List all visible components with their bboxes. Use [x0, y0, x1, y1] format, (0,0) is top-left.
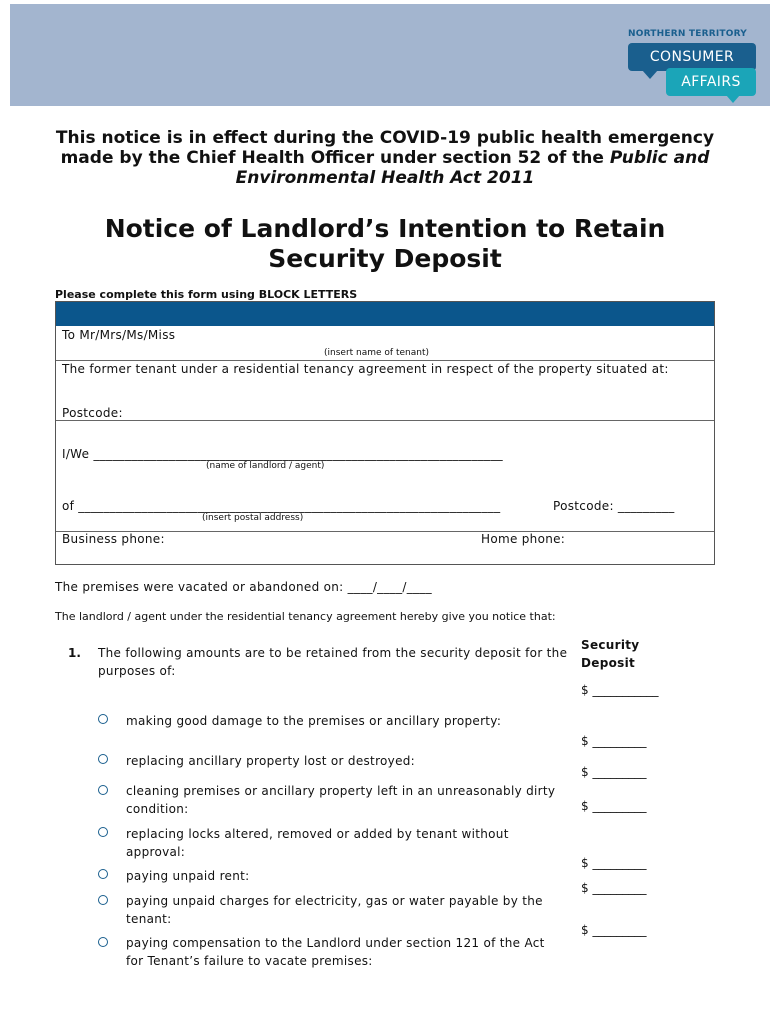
purpose-amount: $ _________ — [581, 923, 647, 937]
purpose-amount: $ _________ — [581, 734, 647, 748]
section-intro: The following amounts are to be retained from the security deposit for the purposes of: — [98, 646, 568, 678]
total-amount: $ ___________ — [581, 683, 659, 697]
form-instruction: Please complete this form using BLOCK LETTERS — [55, 288, 358, 301]
vacated-date-line: The premises were vacated or abandoned on: ____/____/____ — [55, 580, 432, 594]
logo-speech-tail-2 — [726, 95, 740, 103]
purpose-item: making good damage to the premises or ancillary property: — [126, 714, 502, 728]
logo-consumer-box: CONSUMER — [628, 43, 756, 71]
property-postcode-label: Postcode: — [62, 406, 123, 420]
purpose-item: cleaning premises or ancillary property left in an unreasonably dirty condition: — [126, 784, 556, 816]
logo-affairs-box: AFFAIRS — [666, 68, 756, 96]
tenant-name-hint: (insert name of tenant) — [324, 348, 429, 358]
logo-territory-text: NORTHERN TERRITORY — [628, 29, 747, 39]
purpose-item: replacing ancillary property lost or destroyed: — [126, 754, 416, 768]
purpose-item: replacing locks altered, removed or added by tenant without approval: — [126, 827, 509, 859]
postal-address-hint: (insert postal address) — [202, 513, 304, 523]
postal-address-line: of ___________________________________________________________________ — [62, 499, 501, 513]
purpose-item: paying unpaid rent: — [126, 869, 250, 883]
security-deposit-header-line-2: Deposit — [581, 656, 636, 670]
covid-notice — [40, 128, 730, 188]
postal-postcode-line: Postcode: _________ — [553, 499, 675, 513]
to-label: To Mr/Mrs/Ms/Miss — [62, 328, 176, 342]
circle-bullet-icon — [98, 714, 108, 724]
purpose-item: paying unpaid charges for electricity, gas or water payable by the tenant: — [126, 894, 543, 926]
act-name: Public and Environmental Health Act 2011 — [235, 148, 710, 188]
circle-bullet-icon — [98, 937, 108, 947]
security-deposit-header — [581, 636, 639, 672]
landlord-name-hint: (name of landlord / agent) — [206, 461, 325, 471]
form-header-bar — [56, 302, 714, 326]
landlord-name-line: I/We _________________________________________________________________ — [62, 447, 503, 461]
home-phone-label: Home phone: — [481, 532, 566, 546]
circle-bullet-icon — [98, 869, 108, 879]
logo-speech-tail — [642, 70, 658, 79]
page-title — [40, 214, 730, 274]
purpose-amount: $ _________ — [581, 881, 647, 895]
former-tenant-text: The former tenant under a residential tenancy agreement in respect of the property situated at: — [62, 362, 669, 376]
circle-bullet-icon — [98, 827, 108, 837]
circle-bullet-icon — [98, 785, 108, 795]
circle-bullet-icon — [98, 895, 108, 905]
section-number: 1. — [68, 646, 81, 660]
security-deposit-header-line-1: Security — [581, 638, 640, 652]
purpose-amount: $ _________ — [581, 799, 647, 813]
page-title-line-2: Security Deposit — [268, 244, 502, 273]
page-title-line-1: Notice of Landlord’s Intention to Retain — [104, 214, 666, 243]
tenant-details-form — [55, 301, 715, 565]
consumer-affairs-logo — [626, 27, 758, 105]
covid-notice-text: This notice is in effect during the COVID-19 public health emergency made by the Chief Health Officer under section 52 of the — [55, 128, 715, 168]
divider — [56, 360, 714, 361]
notice-statement: The landlord / agent under the residential tenancy agreement hereby give you notice that: — [55, 610, 556, 623]
circle-bullet-icon — [98, 754, 108, 764]
purpose-amount: $ _________ — [581, 765, 647, 779]
purpose-amount: $ _________ — [581, 856, 647, 870]
divider — [56, 420, 714, 421]
purpose-item: paying compensation to the Landlord under section 121 of the Act for Tenant’s failure to vacate premises: — [126, 936, 545, 968]
business-phone-label: Business phone: — [62, 532, 165, 546]
